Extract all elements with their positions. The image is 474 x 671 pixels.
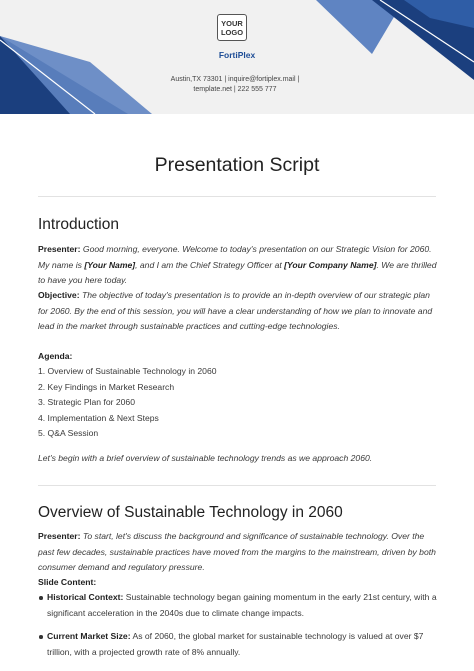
presenter-name: [Your Name] [84,259,136,270]
presenter-text-1: Good morning, everyone. Welcome to today's presentation on our Strategic Vision for 2060. My name is [38,244,432,270]
contact-line-2: template.net | 222 555 777 [193,86,277,93]
section-heading-introduction: Introduction [38,216,119,233]
agenda-item: 2. Key Findings in Market Research [38,381,175,392]
agenda-item: 1. Overview of Sustainable Technology in 2060 [38,366,217,376]
list-item [38,629,438,660]
bullet-label: Current Market Size: [47,631,131,641]
presenter-text-3: . We are thrilled to have you here today. [38,259,437,285]
section-heading-overview: Overview of Sustainable Technology in 2060 [38,504,343,521]
objective-label: Objective: [38,290,80,300]
contact-line-1: Austin,TX 73301 | inquire@fortiplex.mail | [170,76,300,83]
intro-closing-paragraph [38,451,438,467]
bullet-text: As of 2060, the global market for sustainable technology is valued at over $7 trillion, with a projected growth rate of 8% annually. [47,631,424,657]
divider [38,196,436,197]
overview-presenter-text: To start, let's discuss the background and significance of sustainable technology. Over the past few decades, sustainable practices have moved from the margins to the mainstream, driven by both consumer demand and regulatory pressure. [38,531,436,572]
logo-placeholder [217,14,247,41]
list-item [38,590,438,621]
intro-presenter-paragraph [38,242,438,289]
contact-info [150,75,320,95]
presenter-label: Presenter: [38,244,81,254]
closing-text: Let's begin with a brief overview of sustainable technology trends as we approach 2060. [38,453,373,463]
bullet-text: Sustainable technology began gaining momentum in the early 21st century, with a significant acceleration in the 2040s due to climate change impacts. [47,592,437,618]
company-name: FortiPlex [218,50,256,60]
agenda-item: 4. Implementation & Next Steps [38,412,159,423]
logo-line-1: YOUR [221,19,243,28]
presenter-text-2: , and I am the Chief Strategy Officer at [135,259,285,270]
overview-presenter-paragraph [38,529,438,576]
logo-line-2: LOGO [220,28,244,37]
header-banner [0,0,474,114]
objective-text: The objective of today's presentation is to provide an in-depth overview of our strategic plan for 2060. By the end of this session, you will have a clear understanding of how we plan to innovate and lead in the market through sustainable practices and cutting-edge technologies. [38,290,433,331]
intro-objective-paragraph [38,288,438,335]
page-title: Presentation Script [154,154,320,176]
agenda-list [38,364,217,442]
slide-content-list [38,590,438,668]
agenda-label: Agenda: [38,351,73,361]
bullet-label: Historical Context: [47,592,124,602]
slide-content-label: Slide Content: [38,577,97,587]
divider [38,485,436,486]
agenda-item: 5. Q&A Session [38,428,99,438]
overview-presenter-label: Presenter: [38,531,81,541]
agenda-item: 3. Strategic Plan for 2060 [38,397,135,407]
presenter-company: [Your Company Name] [284,259,377,270]
